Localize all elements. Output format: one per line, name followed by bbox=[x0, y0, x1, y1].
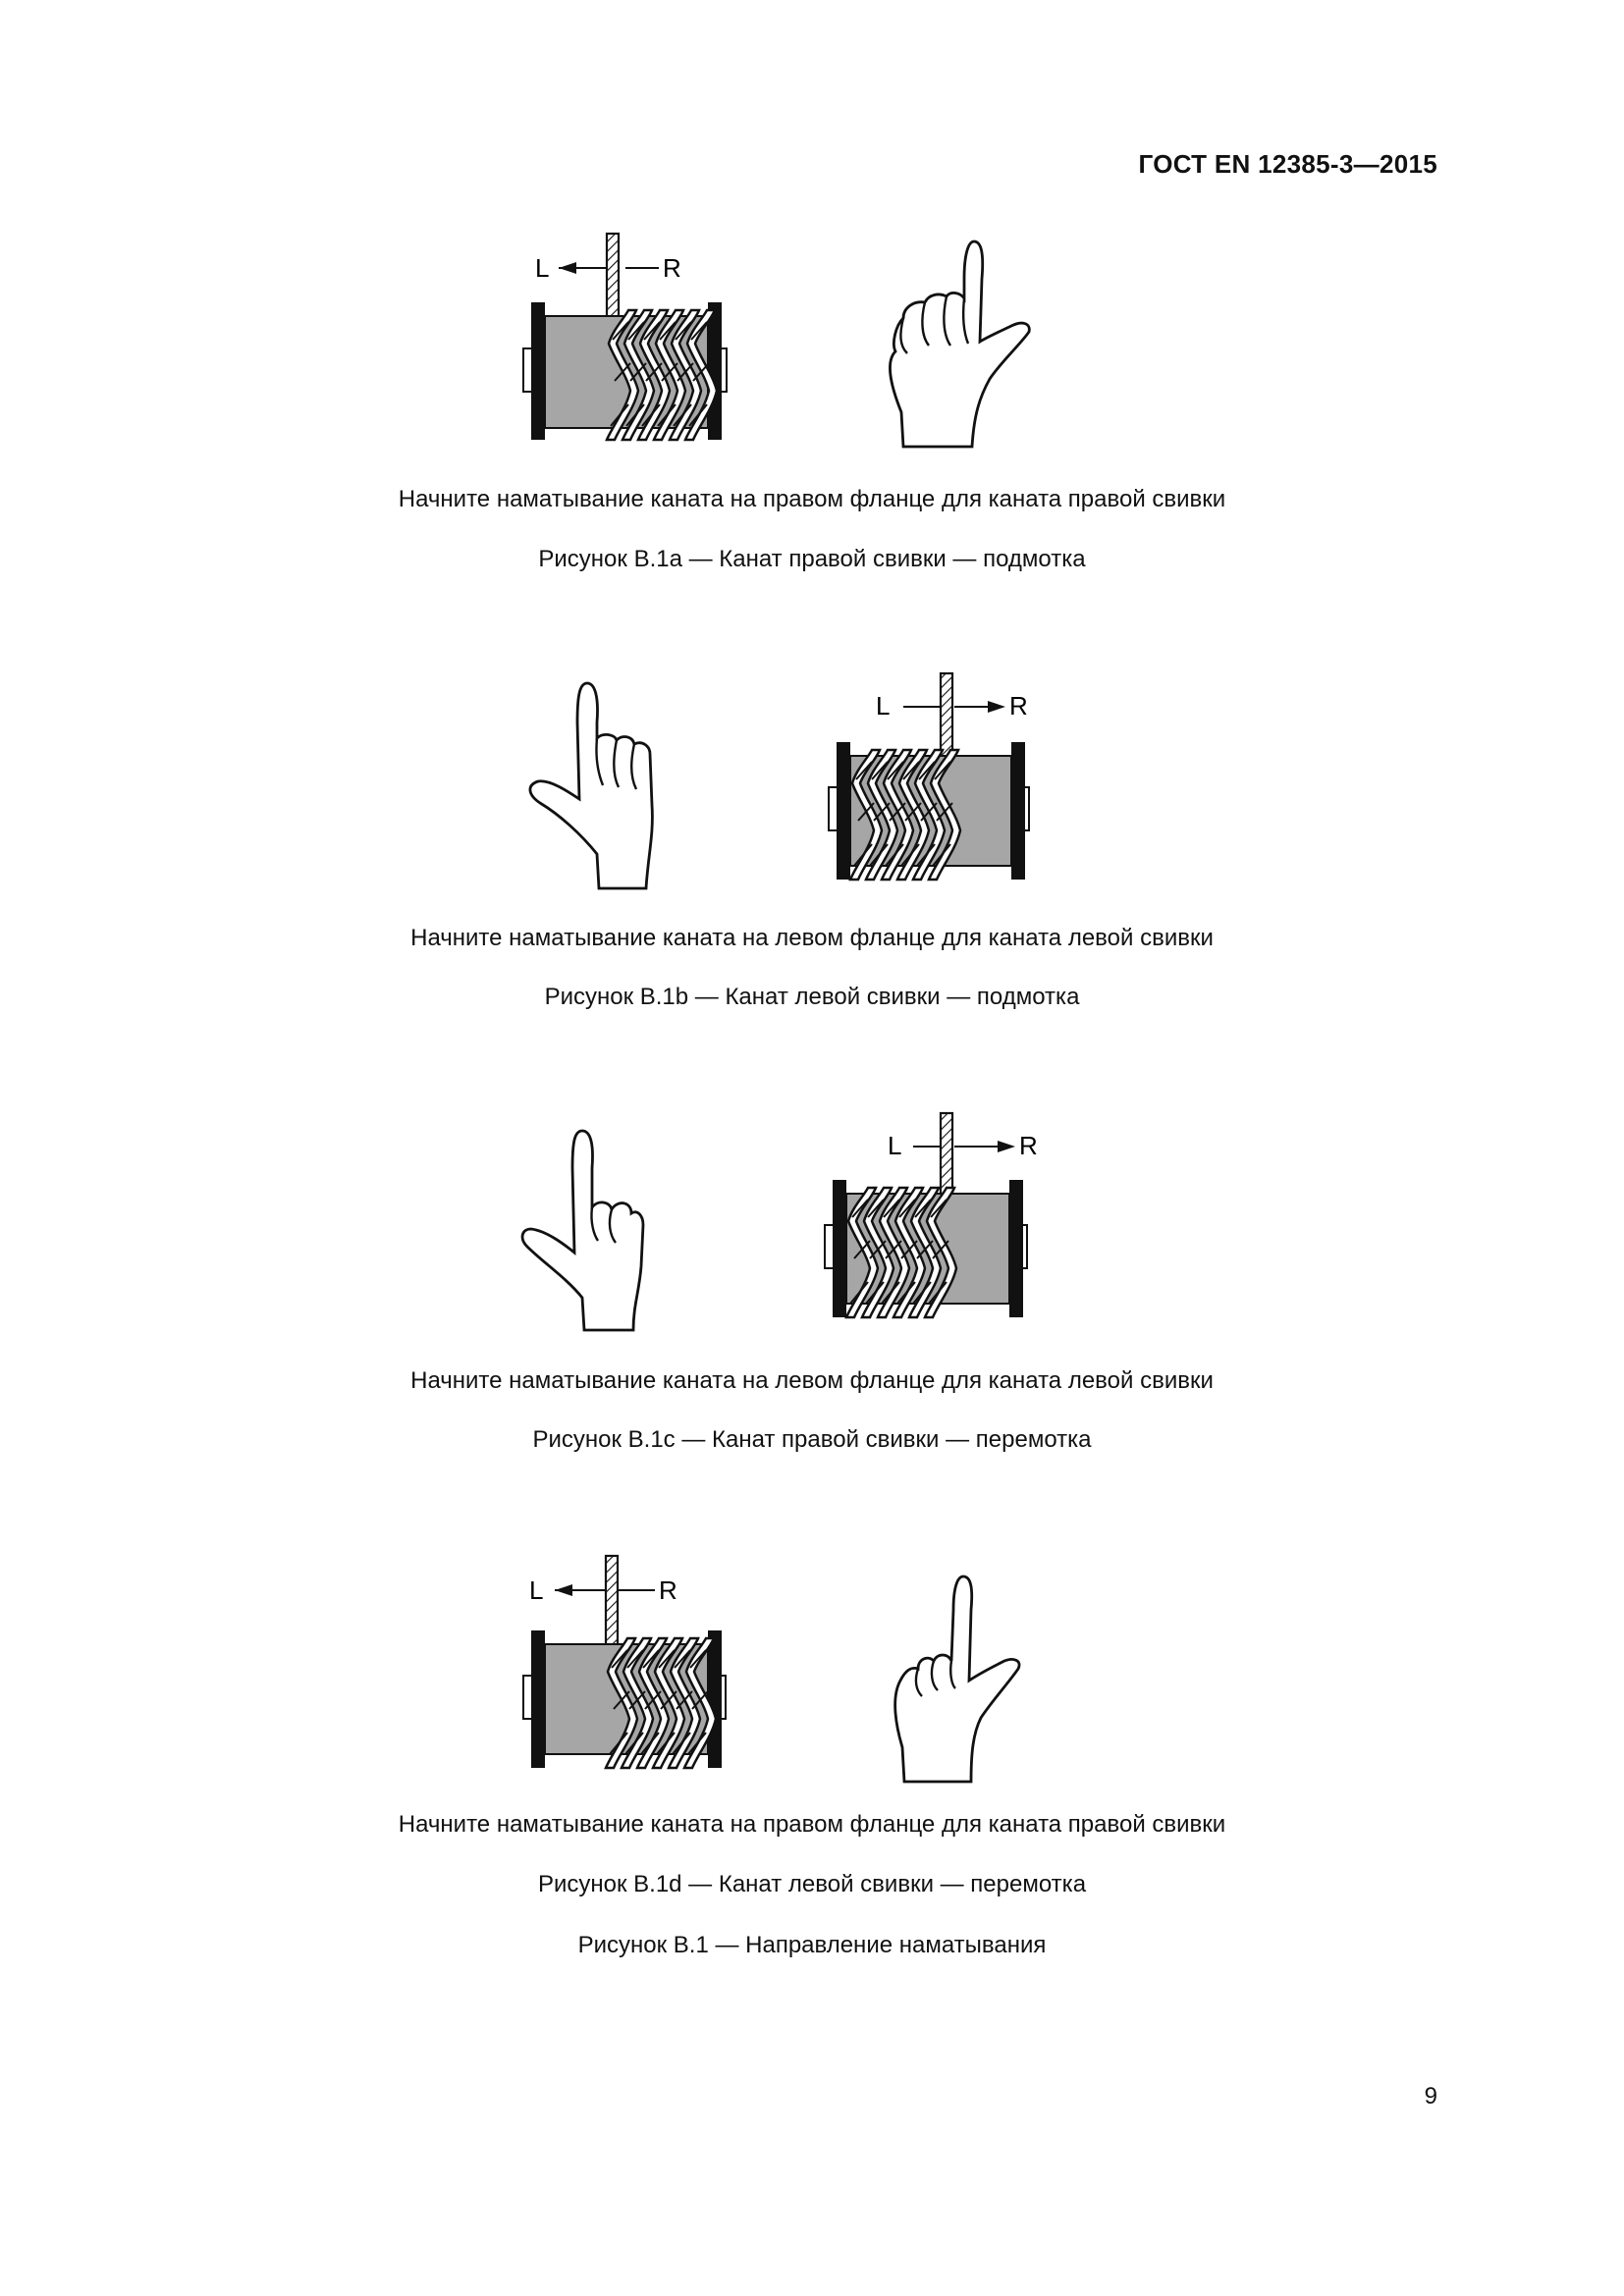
direction-label-l: L bbox=[876, 691, 891, 721]
direction-label-r: R bbox=[1009, 691, 1028, 721]
document-header: ГОСТ EN 12385-3—2015 bbox=[1138, 149, 1437, 179]
figure-b1b-caption: Рисунок B.1b — Канат левой свивки — подмотка bbox=[544, 984, 1080, 1010]
figure-b1c-caption: Рисунок B.1c — Канат правой свивки — перемотка bbox=[532, 1426, 1092, 1453]
direction-label-l: L bbox=[529, 1575, 544, 1605]
direction-label-l: L bbox=[535, 253, 550, 283]
figure-b1a-instruction: Начните наматывание каната на правом фланце для каната правой свивки bbox=[398, 486, 1226, 512]
page-number: 9 bbox=[1424, 2083, 1437, 2109]
figure-b1b-drum bbox=[815, 667, 1041, 893]
overall-figure-caption: Рисунок B.1 — Направление наматывания bbox=[577, 1932, 1047, 1958]
figure-b1a-caption: Рисунок B.1a — Канат правой свивки — подмотка bbox=[538, 546, 1086, 572]
figure-b1b-hand-icon bbox=[520, 677, 717, 903]
direction-label-r: R bbox=[1019, 1131, 1038, 1160]
figure-b1a-drum bbox=[515, 226, 741, 452]
figure-b1d-drum bbox=[515, 1546, 741, 1772]
direction-label-r: R bbox=[659, 1575, 677, 1605]
direction-label-r: R bbox=[663, 253, 681, 283]
figure-b1a-hand-icon bbox=[874, 236, 1070, 461]
figure-b1d-caption: Рисунок B.1d — Канат левой свивки — перемотка bbox=[537, 1871, 1087, 1897]
figure-b1d-hand-icon bbox=[879, 1571, 1075, 1796]
figure-b1c-drum bbox=[815, 1109, 1041, 1335]
figure-b1c-hand-icon bbox=[515, 1119, 712, 1345]
direction-label-l: L bbox=[888, 1131, 902, 1160]
figure-b1d-instruction: Начните наматывание каната на правом фланце для каната правой свивки bbox=[398, 1811, 1226, 1838]
figure-b1c-instruction: Начните наматывание каната на левом фланце для каната левой свивки bbox=[410, 1367, 1214, 1394]
figure-b1b-instruction: Начните наматывание каната на левом фланце для каната левой свивки bbox=[410, 925, 1214, 951]
